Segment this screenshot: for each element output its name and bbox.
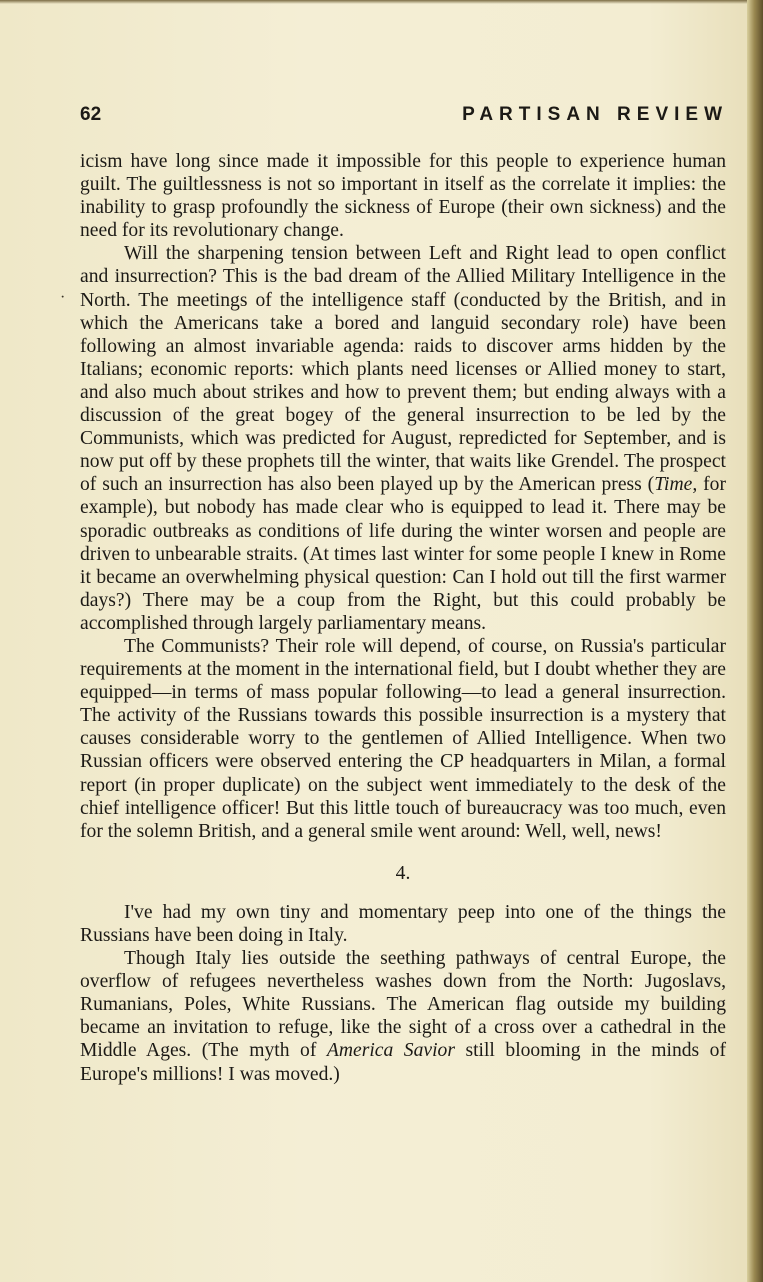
paragraph-1	[80, 150, 726, 242]
paragraph-5	[80, 947, 726, 1086]
paragraph-3-text: The Communists? Their role will depend, of course, on Russia's particular requirements at the moment in the international field, but I doubt whether they are equipped—in terms of mass popular following—to lead a general insurrection. The activity of the Russians towards this possible insurrection is a mystery that causes considerable worry to the gentlemen of Allied Intelligence. When two Russian officers were observed entering the CP headquarters in Milan, a formal report (in proper duplicate) on the subject went immediately to the desk of the chief intelligence officer! But this little touch of bureaucracy was too much, even for the solemn British, and a general smile went around: Well, well, news!	[80, 635, 726, 842]
paragraph-2	[80, 242, 726, 635]
paragraph-2-italic-time: Time,	[654, 474, 698, 496]
page-top-shadow	[0, 0, 763, 4]
running-head: PARTISAN REVIEW	[462, 104, 728, 125]
paragraph-4	[80, 901, 726, 947]
margin-mark: ·	[60, 289, 66, 306]
body-text	[80, 150, 726, 1086]
paragraph-1-text: icism have long since made it impossible for this people to experience human guilt. The guiltlessness is not so important in itself as the correlate it implies: the inability to grasp profoundly the sickness of Europe (their own sickness) and the need for its revolutionary change.	[80, 151, 726, 242]
paragraph-5-text-a: Though Italy lies outside the seething pathways of central Europe, the overflow of refugees nevertheless washes down from the North: Jugoslavs, Rumanians, Poles, White Russians. The American flag outside my building became an invitation to refuge, like the sight of a cross over a cathedral in the Middle Ages. (The myth of	[80, 948, 726, 1062]
page-number: 62	[80, 104, 102, 125]
paragraph-4-text: I've had my own tiny and momentary peep into one of the things the Russians have been doing in Italy.	[80, 901, 726, 946]
paragraph-5-text-b: still blooming in the minds of Europe's millions! I was moved.)	[80, 1040, 727, 1085]
paragraph-2-text-b: for example), but nobody has made clear who is equipped to lead it. There may be sporadic outbreaks as conditions of life during the winter worsen and people are driven to unbearable straits. (At times last winter for some people I knew in Rome it became an overwhelming physical question: Can I hold out till the first warmer days?) There may be a coup from the Right, but this could probably be accomplished through largely parliamentary means.	[80, 474, 726, 634]
paragraph-3	[80, 635, 726, 843]
section-number: 4.	[395, 862, 411, 884]
paragraph-5-italic-america-savior: America Savior	[326, 1040, 455, 1062]
paragraph-2-text-a: Will the sharpening tension between Left and Right lead to open conflict and insurrection? This is the bad dream of the Allied Military Intelligence in the North. The meetings of the intelligence staff (conducted by the British, and in which the Americans take a bored and languid secondary role) have been following an almost invariable agenda: raids to discover arms hidden by the Italians; economic reports: which plants need licenses or Allied money to start, and also much about strikes and how to prevent them; but ending always with a discussion of the great bogey of the general insurrection to be led by the Communists, which was predicted for August, repredicted for September, and is now put off by these prophets till the winter, that waits like Grendel. The prospect of such an insurrection has also been played up by the American press (	[80, 243, 726, 496]
page-header	[80, 104, 728, 134]
page-edge-shadow	[747, 0, 763, 1282]
